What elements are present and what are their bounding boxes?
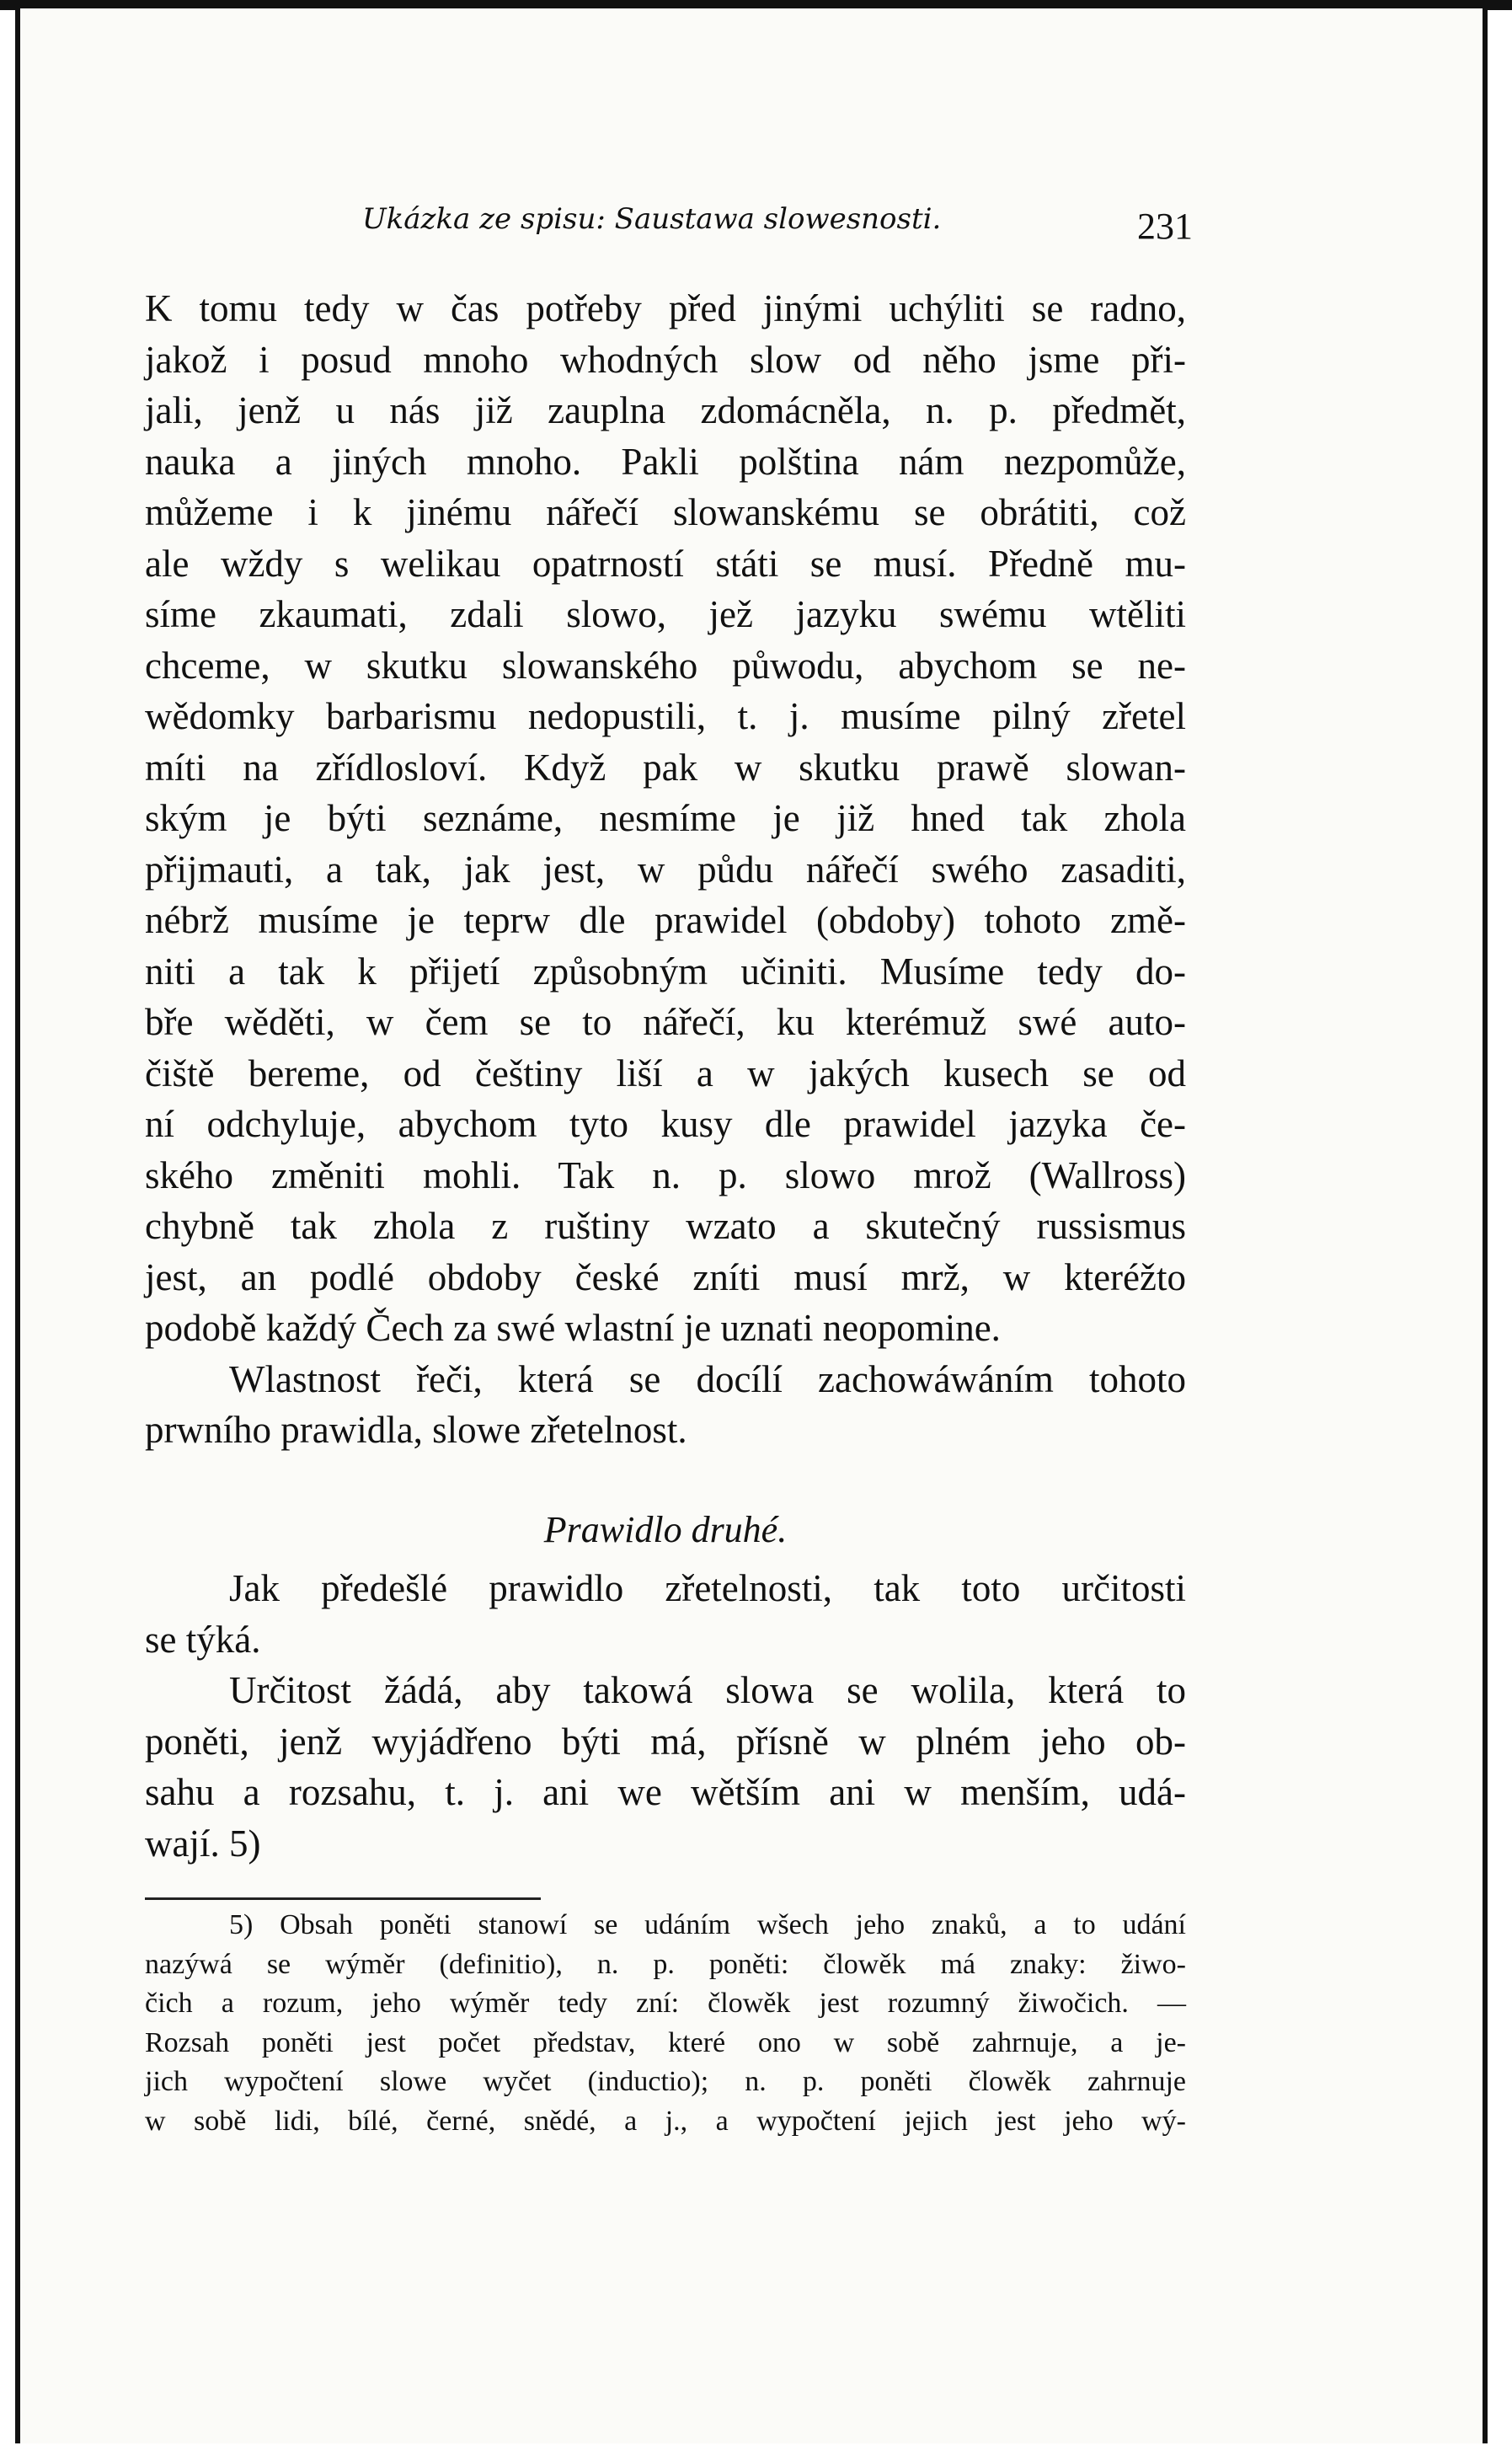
text-line: chybně tak zhola z ruštiny wzato a skutečný russismus — [145, 1205, 1186, 1247]
text-line: wědomky barbarismu nedopustili, t. j. musíme pilný zřetel — [145, 695, 1186, 737]
text-line: ského změniti mohli. Tak n. p. slowo mrož (Wallross) — [145, 1153, 1186, 1196]
text-line: jest, an podlé obdoby české zníti musí mrž, w kteréžto — [145, 1255, 1186, 1298]
text-line: míti na zřídlosloví. Když pak w skutku prawě slowan- — [145, 746, 1186, 789]
footnote-line: nazýwá se wýměr (definitio), n. p. poněti: člowěk má znaky: žiwo- — [145, 1948, 1186, 1980]
text-line: sahu a rozsahu, t. j. ani we wětším ani w menším, udá- — [145, 1771, 1186, 1813]
text-line: podobě každý Čech za swé wlastní je uznati neopomine. — [145, 1307, 1001, 1349]
text-line: přijmauti, a tak, jak jest, w půdu nářečí swého zasaditi, — [145, 848, 1186, 891]
text-line: niti a tak k přijetí způsobným učiniti. Musíme tedy do- — [145, 950, 1186, 993]
text-line: nauka a jiných mnoho. Pakli polština nám nezpomůže, — [145, 440, 1186, 483]
text-line: se týká. — [145, 1618, 261, 1661]
text-line: jali, jenž u nás již zauplna zdomácněla, n. p. předmět, — [145, 389, 1186, 431]
running-header: Ukázka ze spisu: Saustawa slowesnosti. — [362, 202, 942, 236]
page-number: 231 — [1137, 206, 1193, 247]
text-line: Wlastnost řeči, která se docílí zachowáwáním tohoto — [229, 1357, 1186, 1400]
text-line: bře wěděti, w čem se to nářečí, ku kterémuž swé auto- — [145, 1001, 1186, 1043]
main-text — [145, 283, 1186, 1456]
section-heading: Prawidlo druhé. — [543, 1509, 788, 1550]
footnote-line: čich a rozum, jeho wýměr tedy zní: člowěk jest rozumný žiwočich. — — [145, 1988, 1186, 2019]
text-line: síme zkaumati, zdali slowo, jež jazyku swému wtěliti — [145, 593, 1186, 635]
main-text-continued — [145, 1563, 1186, 1869]
footnote-line: jich wypočtení slowe wyčet (inductio); n. p. poněti člowěk zahrnuje — [145, 2066, 1186, 2097]
footnote-line: w sobě lidi, bílé, černé, snědé, a j., a wypočtení jejich jest jeho wý- — [145, 2105, 1186, 2137]
text-line: ským je býti seznáme, nesmíme je již hned tak zhola — [145, 797, 1186, 839]
footnote-line: Rozsah poněti jest počet představ, které ono w sobě zahrnuje, a je- — [145, 2026, 1186, 2058]
text-line: čiště bereme, od češtiny liší a w jakých kusech se od — [145, 1052, 1186, 1094]
text-line: prwního prawidla, slowe zřetelnost. — [145, 1409, 687, 1451]
text-line: Určitost žádá, aby takowá slowa se wolila, která to — [229, 1669, 1186, 1711]
text-line: poněti, jenž wyjádřeno býti má, přísně w plném jeho ob- — [145, 1720, 1186, 1763]
text-line: K tomu tedy w čas potřeby před jinými uchýliti se radno, — [145, 287, 1186, 329]
text-line: Jak předešlé prawidlo zřetelnosti, tak toto určitosti — [229, 1567, 1186, 1609]
text-line: nébrž musíme je teprw dle prawidel (obdoby) tohoto změ- — [145, 899, 1186, 941]
text-line: jakož i posud mnoho whodných slow od něho jsme při- — [145, 338, 1186, 381]
text-line: můžeme i k jinému nářečí slowanskému se obrátiti, což — [145, 491, 1186, 533]
footnote-line: 5) Obsah poněti stanowí se udáním wšech jeho znaků, a to udání — [229, 1909, 1186, 1940]
text-line: ní odchyluje, abychom tyto kusy dle prawidel jazyka če- — [145, 1103, 1186, 1145]
footnote — [145, 1906, 1186, 2141]
text-line: wají. 5) — [145, 1822, 261, 1865]
text-line: ale wždy s welikau opatrností státi se musí. Předně mu- — [145, 542, 1186, 585]
text-line: chceme, w skutku slowanského půwodu, abychom se ne- — [145, 644, 1186, 687]
footnote-rule — [145, 1897, 541, 1900]
